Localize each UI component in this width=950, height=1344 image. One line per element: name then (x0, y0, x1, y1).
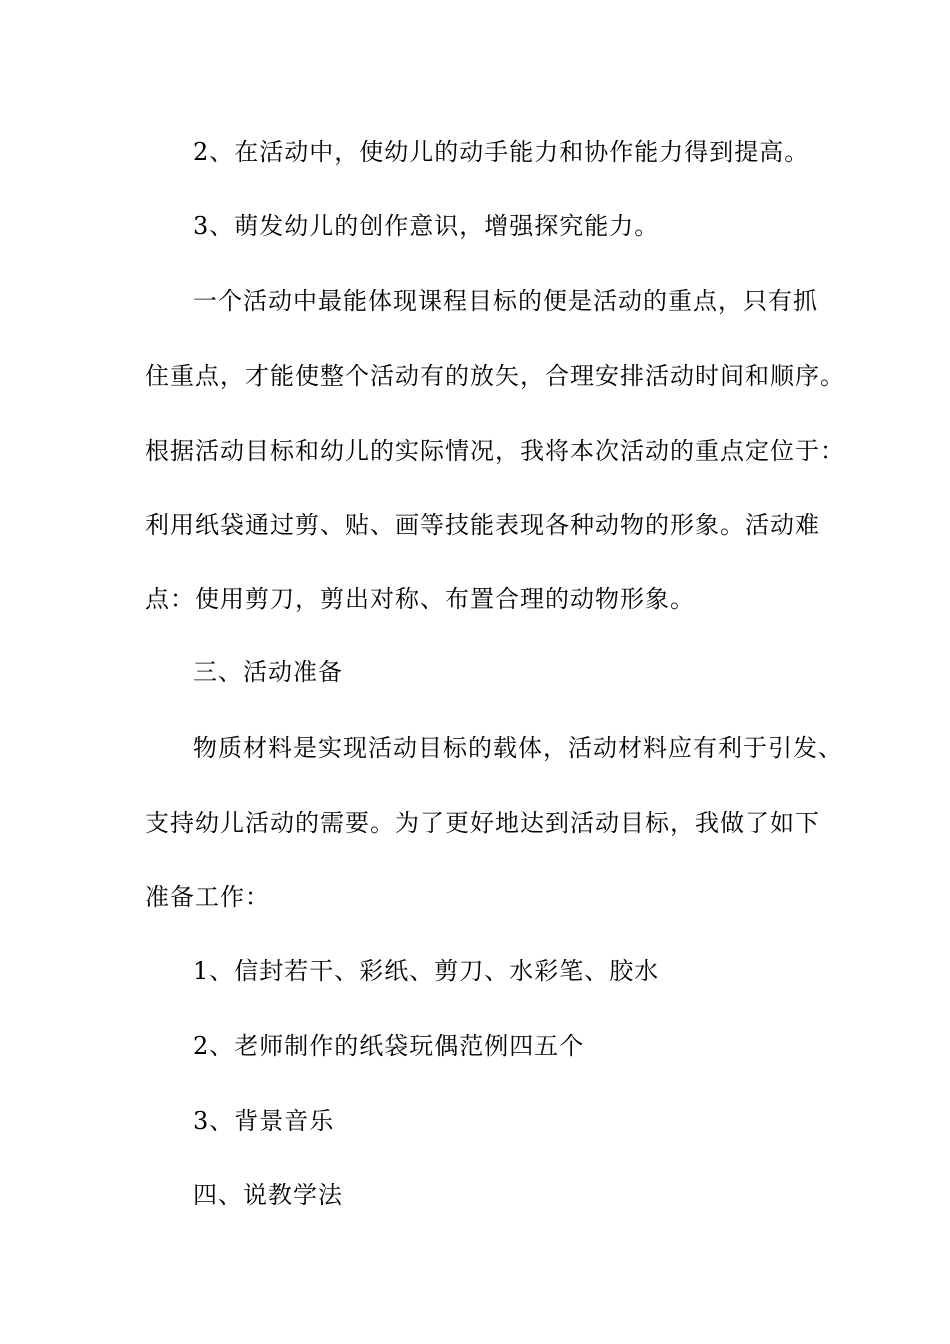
list-item: 3、背景音乐 (193, 1107, 335, 1135)
paragraph-line: 根据活动目标和幼儿的实际情况，我将本次活动的重点定位于： (145, 437, 845, 465)
section-heading: 四、说教学法 (193, 1181, 343, 1209)
paragraph-line: 利用纸袋通过剪、贴、画等技能表现各种动物的形象。活动难 (145, 511, 820, 539)
objective-3: 3、萌发幼儿的创作意识，增强探究能力。 (193, 212, 660, 240)
objective-2: 2、在活动中，使幼儿的动手能力和协作能力得到提高。 (193, 138, 810, 166)
paragraph-line: 住重点，才能使整个活动有的放矢，合理安排活动时间和顺序。 (145, 362, 845, 390)
paragraph-line: 一个活动中最能体现课程目标的便是活动的重点，只有抓 (193, 287, 818, 315)
list-item: 2、老师制作的纸袋玩偶范例四五个 (193, 1032, 585, 1060)
paragraph-line: 物质材料是实现活动目标的载体，活动材料应有利于引发、 (193, 734, 843, 762)
section-heading: 三、活动准备 (193, 658, 343, 686)
paragraph-line: 准备工作： (145, 883, 270, 911)
paragraph-line: 支持幼儿活动的需要。为了更好地达到活动目标，我做了如下 (145, 809, 820, 837)
paragraph-line: 点：使用剪刀，剪出对称、布置合理的动物形象。 (145, 585, 695, 613)
list-item: 1、信封若干、彩纸、剪刀、水彩笔、胶水 (193, 957, 660, 985)
